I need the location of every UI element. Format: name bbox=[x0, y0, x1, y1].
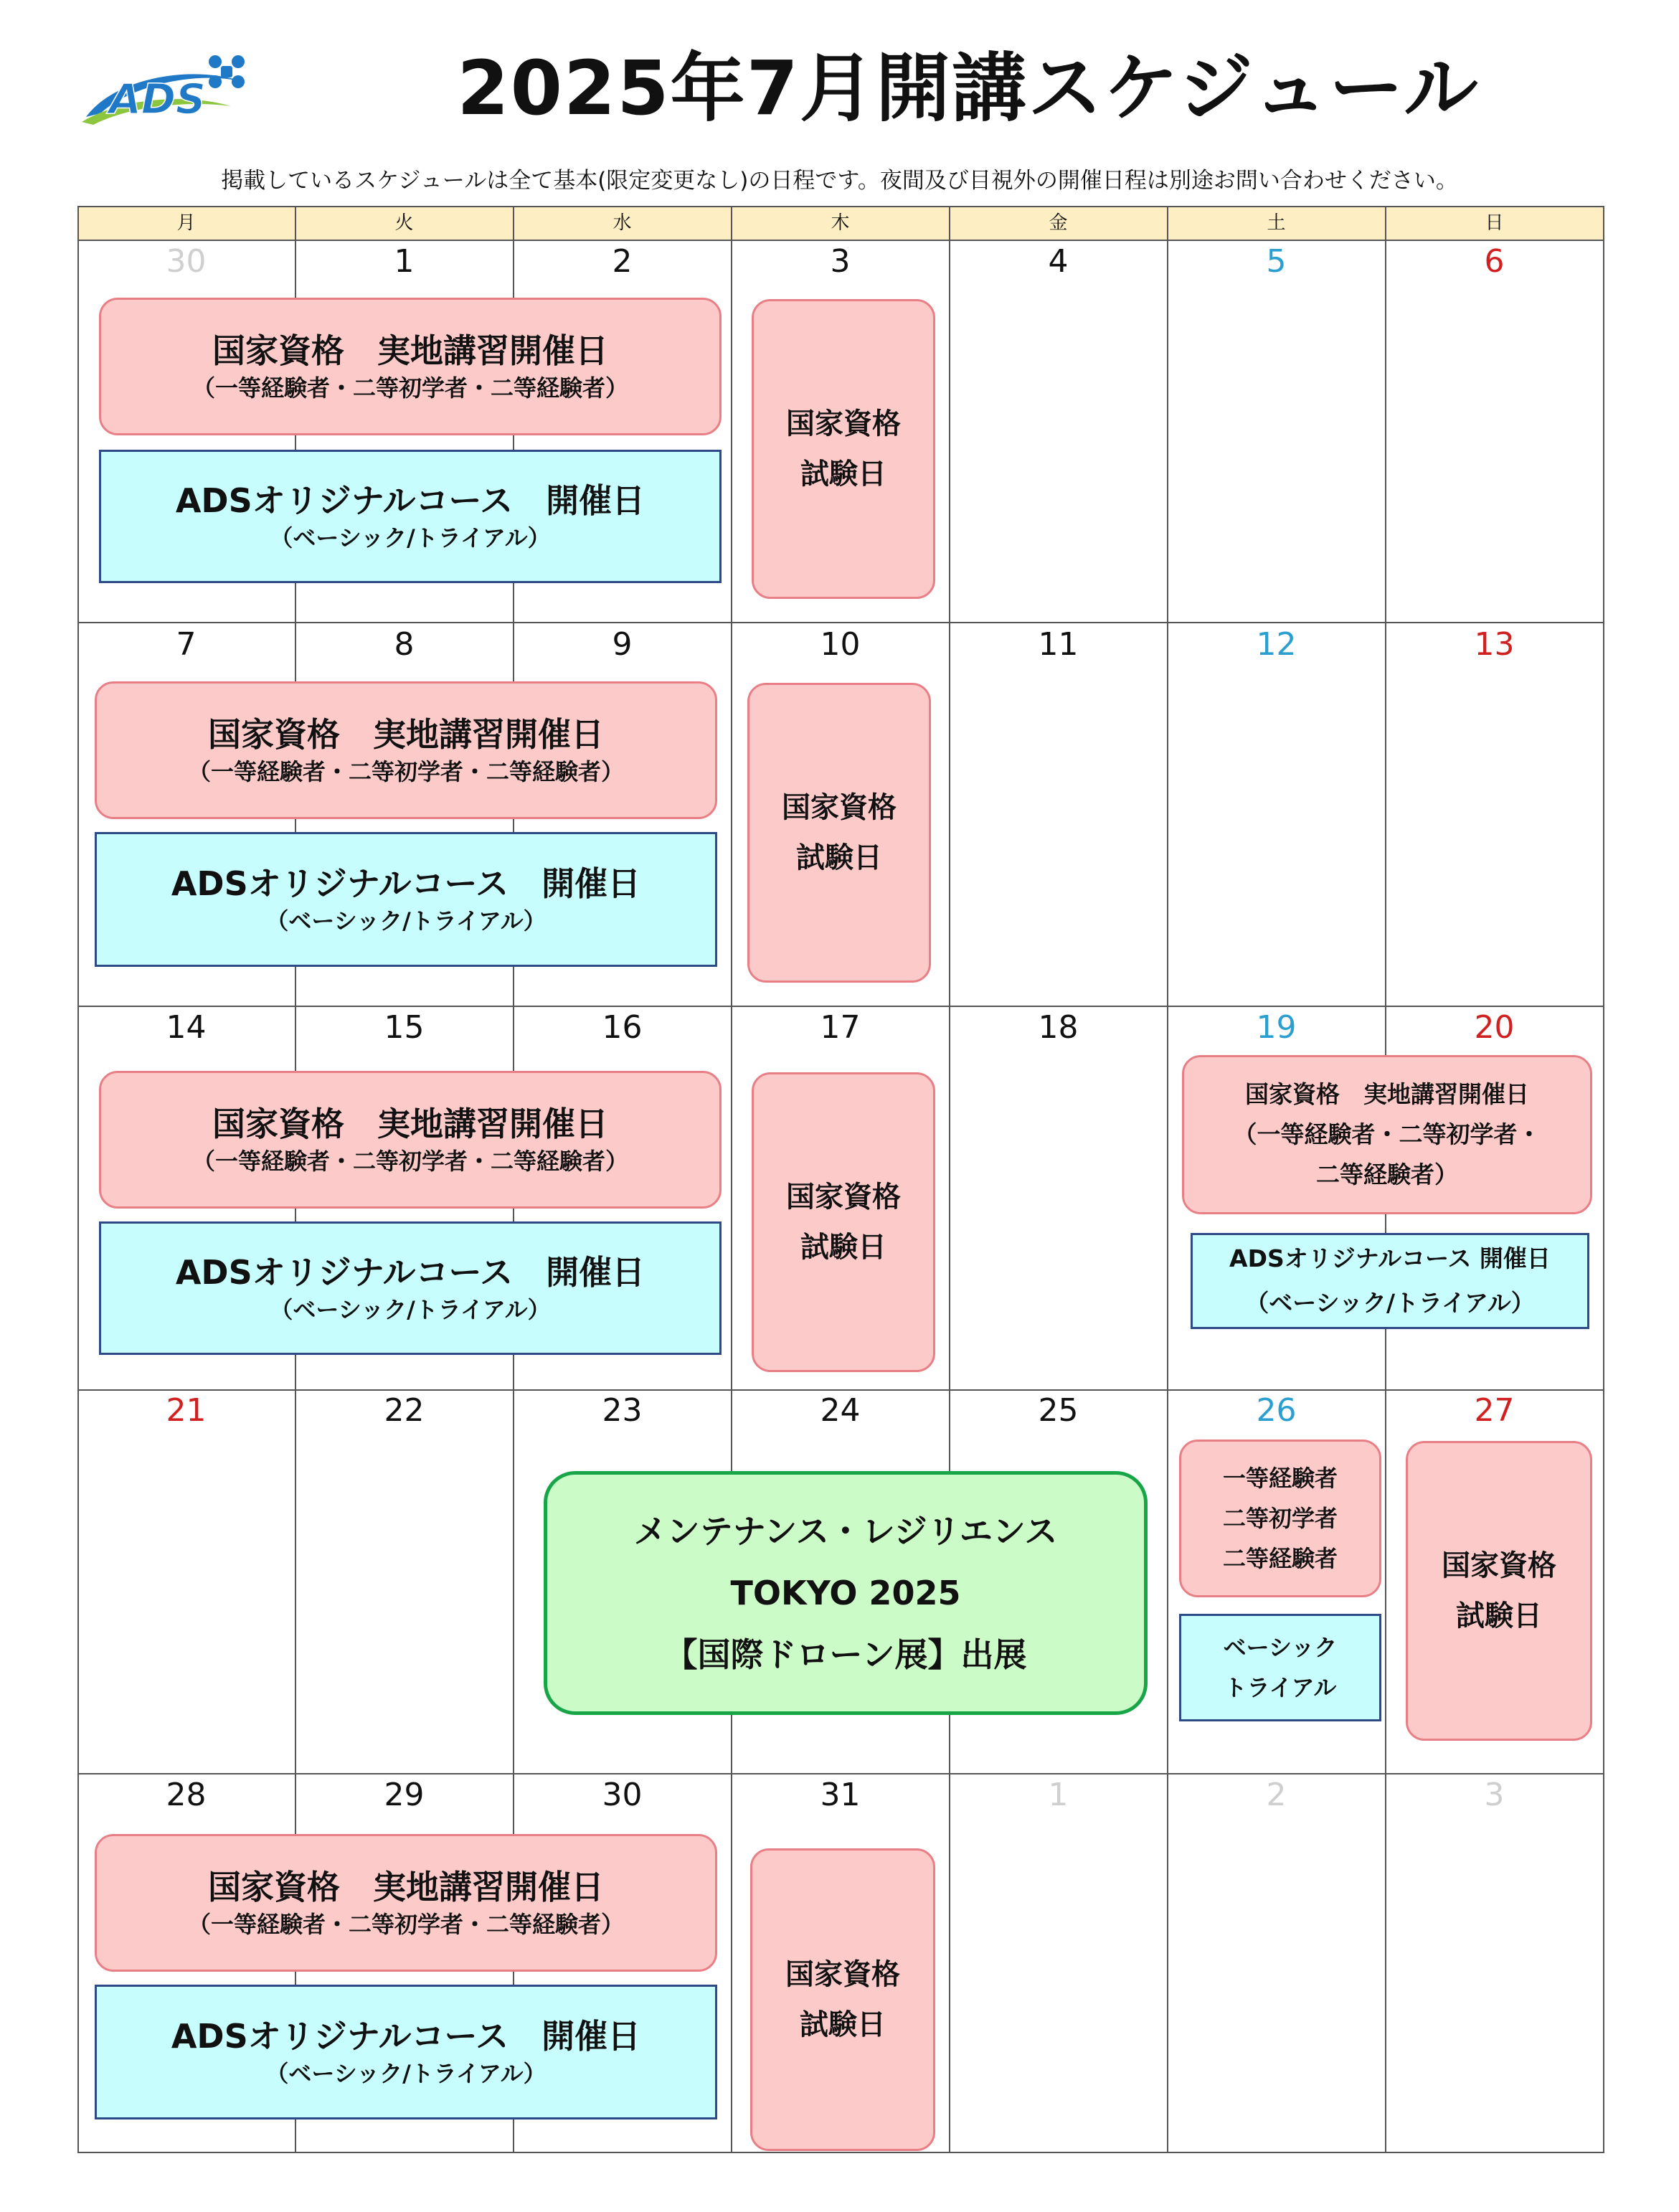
day-number: 31 bbox=[820, 1777, 861, 1813]
event-line: メンテナンス・レジリエンス bbox=[633, 1512, 1058, 1551]
event-exam-day[interactable] bbox=[750, 1848, 935, 2151]
day-number: 20 bbox=[1474, 1009, 1515, 1046]
day-number: 6 bbox=[1484, 243, 1505, 280]
event-line: トライアル bbox=[1224, 1674, 1337, 1701]
event-line: 国家資格 bbox=[785, 1958, 900, 1991]
event-subtitle: （一等経験者・二等初学者・二等経験者） bbox=[191, 374, 628, 402]
page-title: 2025年7月開講スケジュール bbox=[457, 44, 1480, 132]
weekday-fri: 金 bbox=[1049, 212, 1068, 234]
day-number: 25 bbox=[1038, 1392, 1079, 1429]
event-line: TOKYO 2025 bbox=[730, 1574, 961, 1612]
event-title: ADSオリジナルコース 開催日 bbox=[171, 2017, 641, 2056]
event-line: ベーシック bbox=[1223, 1634, 1338, 1661]
event-line: 国家資格 bbox=[786, 407, 901, 440]
event-expo[interactable] bbox=[544, 1471, 1148, 1715]
weekday-wed: 水 bbox=[613, 212, 632, 234]
calendar bbox=[77, 206, 1603, 2152]
weekday-sat: 土 bbox=[1267, 212, 1286, 234]
day-number: 30 bbox=[166, 243, 207, 280]
event-line: 試験日 bbox=[800, 458, 886, 491]
event-title: 国家資格 実地講習開催日 bbox=[208, 1868, 604, 1906]
day-number: 23 bbox=[602, 1392, 643, 1429]
day-number: 15 bbox=[384, 1009, 425, 1046]
event-line: （ベーシック/トライアル） bbox=[1245, 1289, 1535, 1317]
day-number: 5 bbox=[1266, 243, 1287, 280]
day-number: 24 bbox=[820, 1392, 861, 1429]
event-original-course[interactable] bbox=[99, 450, 722, 583]
event-line: （一等経験者・二等初学者・ bbox=[1233, 1120, 1541, 1148]
event-line: ADSオリジナルコース 開催日 bbox=[1229, 1244, 1551, 1272]
event-practical-training-weekend[interactable] bbox=[1182, 1055, 1592, 1214]
event-exam-day[interactable] bbox=[752, 299, 935, 599]
day-number: 19 bbox=[1256, 1009, 1297, 1046]
event-exam-day[interactable] bbox=[747, 683, 931, 983]
day-number: 14 bbox=[166, 1009, 207, 1046]
event-title: ADSオリジナルコース 開催日 bbox=[175, 1253, 645, 1292]
event-line: 【国際ドローン展】出展 bbox=[664, 1635, 1027, 1674]
event-practical-training[interactable] bbox=[95, 681, 717, 819]
logo-text: ADS bbox=[109, 75, 206, 123]
event-practical-levels[interactable] bbox=[1179, 1440, 1381, 1597]
day-number: 9 bbox=[612, 626, 633, 663]
day-number: 11 bbox=[1038, 626, 1079, 663]
event-line: 試験日 bbox=[800, 1231, 886, 1264]
day-number: 28 bbox=[166, 1777, 207, 1813]
event-practical-training[interactable] bbox=[99, 1071, 722, 1209]
day-number: 17 bbox=[820, 1009, 861, 1046]
day-number: 30 bbox=[602, 1777, 643, 1813]
day-number: 7 bbox=[176, 626, 197, 663]
event-original-course[interactable] bbox=[95, 832, 717, 967]
event-practical-training[interactable] bbox=[95, 1834, 717, 1972]
day-number: 29 bbox=[384, 1777, 425, 1813]
day-number: 3 bbox=[1484, 1777, 1505, 1813]
day-number: 26 bbox=[1256, 1392, 1297, 1429]
event-title: ADSオリジナルコース 開催日 bbox=[171, 864, 641, 903]
event-line: 二等初学者 bbox=[1222, 1505, 1338, 1532]
day-number: 10 bbox=[820, 626, 861, 663]
event-title: ADSオリジナルコース 開催日 bbox=[175, 481, 645, 520]
event-title: 国家資格 実地講習開催日 bbox=[208, 715, 604, 754]
event-practical-training[interactable] bbox=[99, 298, 722, 435]
event-title: 国家資格 実地講習開催日 bbox=[212, 331, 608, 370]
day-number: 2 bbox=[612, 243, 633, 280]
event-subtitle: （ベーシック/トライアル） bbox=[270, 1296, 551, 1323]
event-subtitle: （ベーシック/トライアル） bbox=[265, 2060, 547, 2087]
day-number: 1 bbox=[1048, 1777, 1069, 1813]
event-original-course[interactable] bbox=[99, 1221, 722, 1355]
day-number: 13 bbox=[1474, 626, 1515, 663]
day-number: 2 bbox=[1266, 1777, 1287, 1813]
day-number: 1 bbox=[394, 243, 415, 280]
event-subtitle: （一等経験者・二等初学者・二等経験者） bbox=[187, 1911, 624, 1938]
page-subtitle: 掲載しているスケジュールは全て基本(限定変更なし)の日程です。夜間及び目視外の開催日程は別途お問い合わせください。 bbox=[221, 168, 1458, 194]
drone-icon bbox=[209, 55, 245, 88]
day-number: 3 bbox=[830, 243, 851, 280]
event-subtitle: （ベーシック/トライアル） bbox=[270, 524, 551, 552]
event-title: 国家資格 実地講習開催日 bbox=[212, 1105, 608, 1143]
event-original-courses[interactable] bbox=[1179, 1614, 1381, 1721]
weekday-sun: 日 bbox=[1485, 212, 1504, 234]
ads-logo bbox=[72, 42, 258, 135]
day-number: 16 bbox=[602, 1009, 643, 1046]
day-number: 18 bbox=[1038, 1009, 1079, 1046]
day-number: 12 bbox=[1256, 626, 1297, 663]
event-line: 二等経験者） bbox=[1316, 1161, 1458, 1188]
day-number: 8 bbox=[394, 626, 415, 663]
weekday-thu: 木 bbox=[831, 212, 850, 234]
event-subtitle: （一等経験者・二等初学者・二等経験者） bbox=[191, 1148, 628, 1175]
day-number: 21 bbox=[166, 1392, 207, 1429]
event-line: 試験日 bbox=[796, 841, 882, 874]
event-subtitle: （ベーシック/トライアル） bbox=[265, 907, 547, 935]
weekday-tue: 火 bbox=[394, 212, 414, 234]
event-subtitle: （一等経験者・二等初学者・二等経験者） bbox=[187, 758, 624, 785]
event-line: 国家資格 bbox=[1442, 1549, 1556, 1582]
day-number: 4 bbox=[1048, 243, 1069, 280]
event-line: 国家資格 実地講習開催日 bbox=[1245, 1080, 1529, 1108]
event-exam-day[interactable] bbox=[752, 1072, 935, 1372]
day-number: 22 bbox=[384, 1392, 425, 1429]
event-original-course-weekend[interactable] bbox=[1191, 1233, 1589, 1329]
weekday-mon: 月 bbox=[176, 212, 196, 234]
event-original-course[interactable] bbox=[95, 1985, 717, 2119]
event-exam-day[interactable] bbox=[1406, 1441, 1592, 1741]
event-line: 国家資格 bbox=[782, 791, 897, 824]
event-line: 試験日 bbox=[800, 2008, 886, 2041]
event-line: 二等経験者 bbox=[1222, 1545, 1338, 1572]
day-number: 27 bbox=[1474, 1392, 1515, 1429]
event-line: 国家資格 bbox=[786, 1181, 901, 1214]
event-line: 試験日 bbox=[1456, 1599, 1542, 1632]
event-line: 一等経験者 bbox=[1222, 1465, 1338, 1492]
